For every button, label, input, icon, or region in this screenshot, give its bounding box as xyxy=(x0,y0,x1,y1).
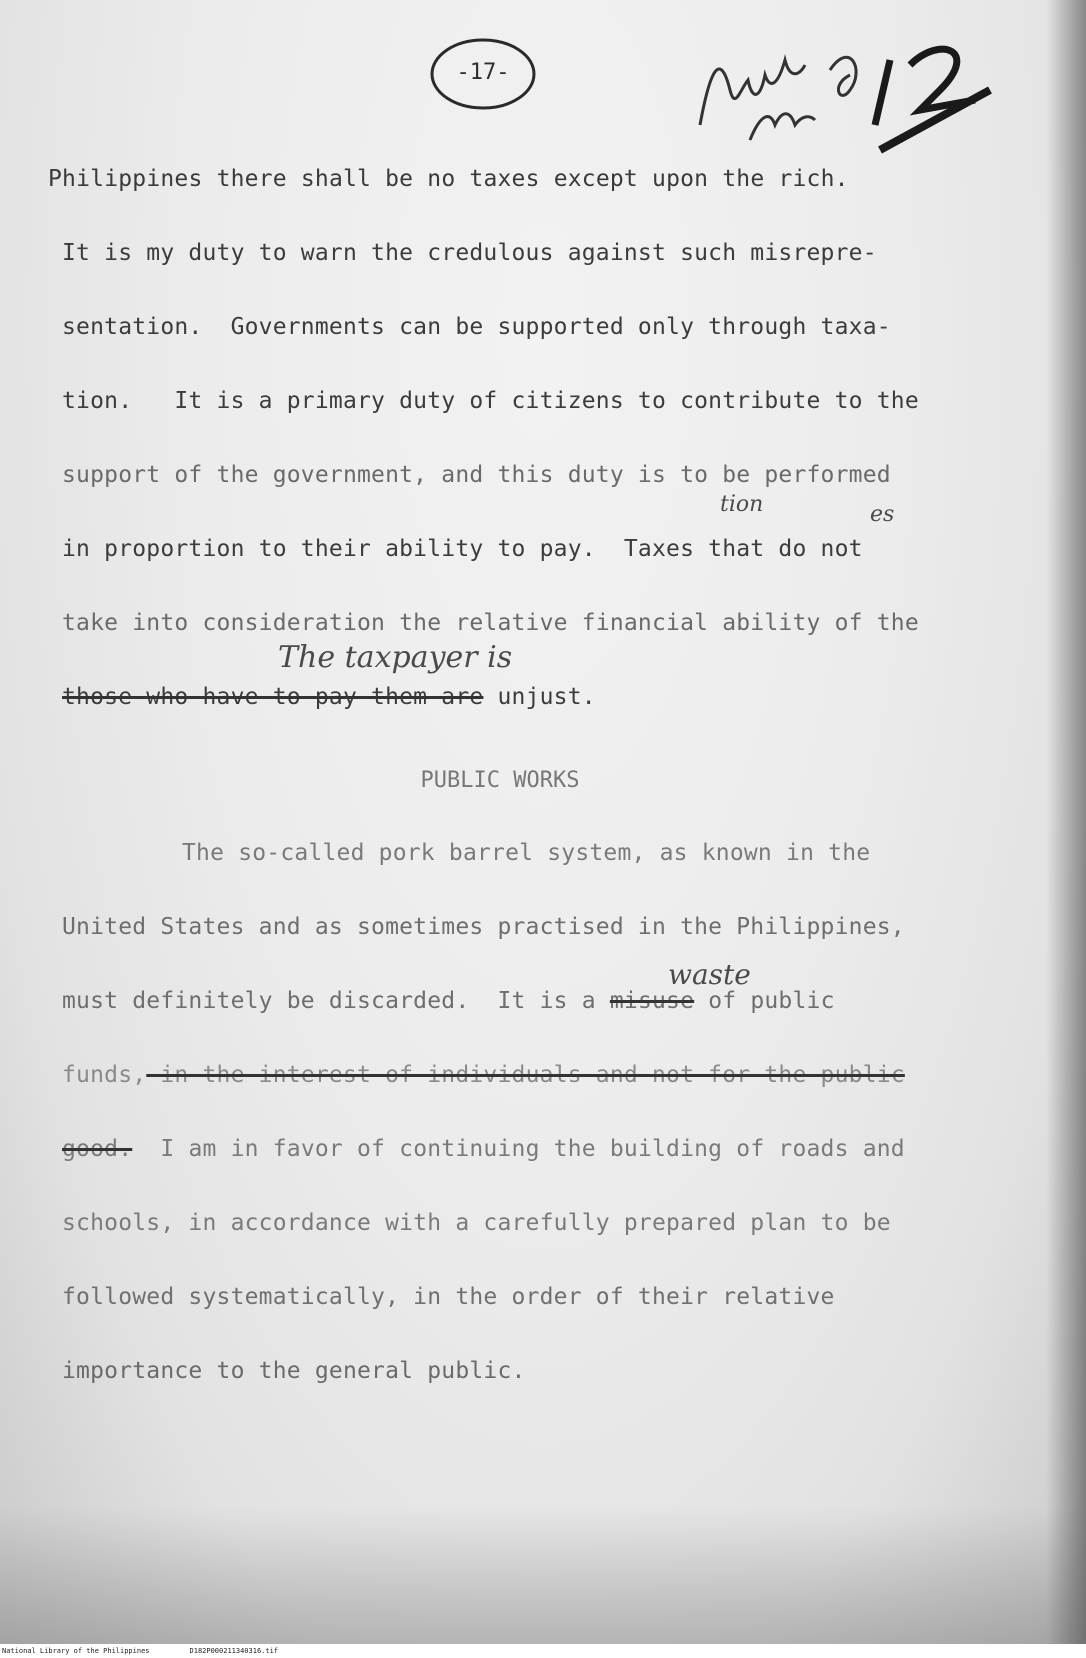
body-line xyxy=(62,1136,905,1162)
scan-bottom-shadow xyxy=(0,1506,1086,1646)
section-heading: PUBLIC WORKS xyxy=(420,768,580,793)
handwritten-annotation-icon xyxy=(690,30,1010,160)
handwritten-insertion: tion xyxy=(720,492,764,517)
body-line: take into consideration the relative financial ability of the xyxy=(62,610,919,636)
scan-edge-shadow xyxy=(1046,0,1086,1658)
page-number-stamp xyxy=(428,36,538,112)
body-line xyxy=(62,684,596,710)
body-line: tion. It is a primary duty of citizens to contribute to the xyxy=(62,388,919,414)
body-line: The so-called pork barrel system, as known in the xyxy=(182,840,871,866)
body-line: sentation. Governments can be supported only through taxa- xyxy=(62,314,891,340)
struck-text: good. xyxy=(62,1136,133,1162)
page-number: -17- xyxy=(456,60,510,85)
body-line xyxy=(62,988,835,1014)
body-line: importance to the general public. xyxy=(62,1358,526,1384)
scan-footer xyxy=(0,1644,1086,1658)
body-text: must definitely be discarded. It is a xyxy=(62,988,610,1014)
file-name: D182P000211340316.tif xyxy=(189,1647,279,1655)
body-line: It is my duty to warn the credulous against such misrepre- xyxy=(62,240,877,266)
struck-text: in the interest of individuals and not for the public xyxy=(146,1062,905,1088)
body-text: of public xyxy=(694,988,835,1014)
handwritten-insertion: es xyxy=(870,502,895,527)
library-credit: National Library of the Philippines xyxy=(2,1647,150,1655)
body-line: schools, in accordance with a carefully prepared plan to be xyxy=(62,1210,891,1236)
body-text: I am in favor of continuing the building of roads and xyxy=(132,1136,905,1162)
body-line: followed systematically, in the order of their relative xyxy=(62,1284,835,1310)
handwritten-insertion: The taxpayer is xyxy=(278,640,513,675)
body-line: Philippines there shall be no taxes except upon the rich. xyxy=(48,166,849,192)
struck-text: misuse xyxy=(609,988,695,1014)
body-text: unjust. xyxy=(483,684,596,710)
body-text: funds, xyxy=(62,1062,147,1088)
body-line: support of the government, and this duty is to be performed xyxy=(62,462,891,488)
body-line xyxy=(62,1062,905,1088)
body-line: in proportion to their ability to pay. Taxes that do not xyxy=(62,536,863,562)
struck-text: those who have to pay them are xyxy=(62,684,484,710)
handwritten-insertion: waste xyxy=(668,958,751,991)
body-line: United States and as sometimes practised in the Philippines, xyxy=(62,914,905,940)
